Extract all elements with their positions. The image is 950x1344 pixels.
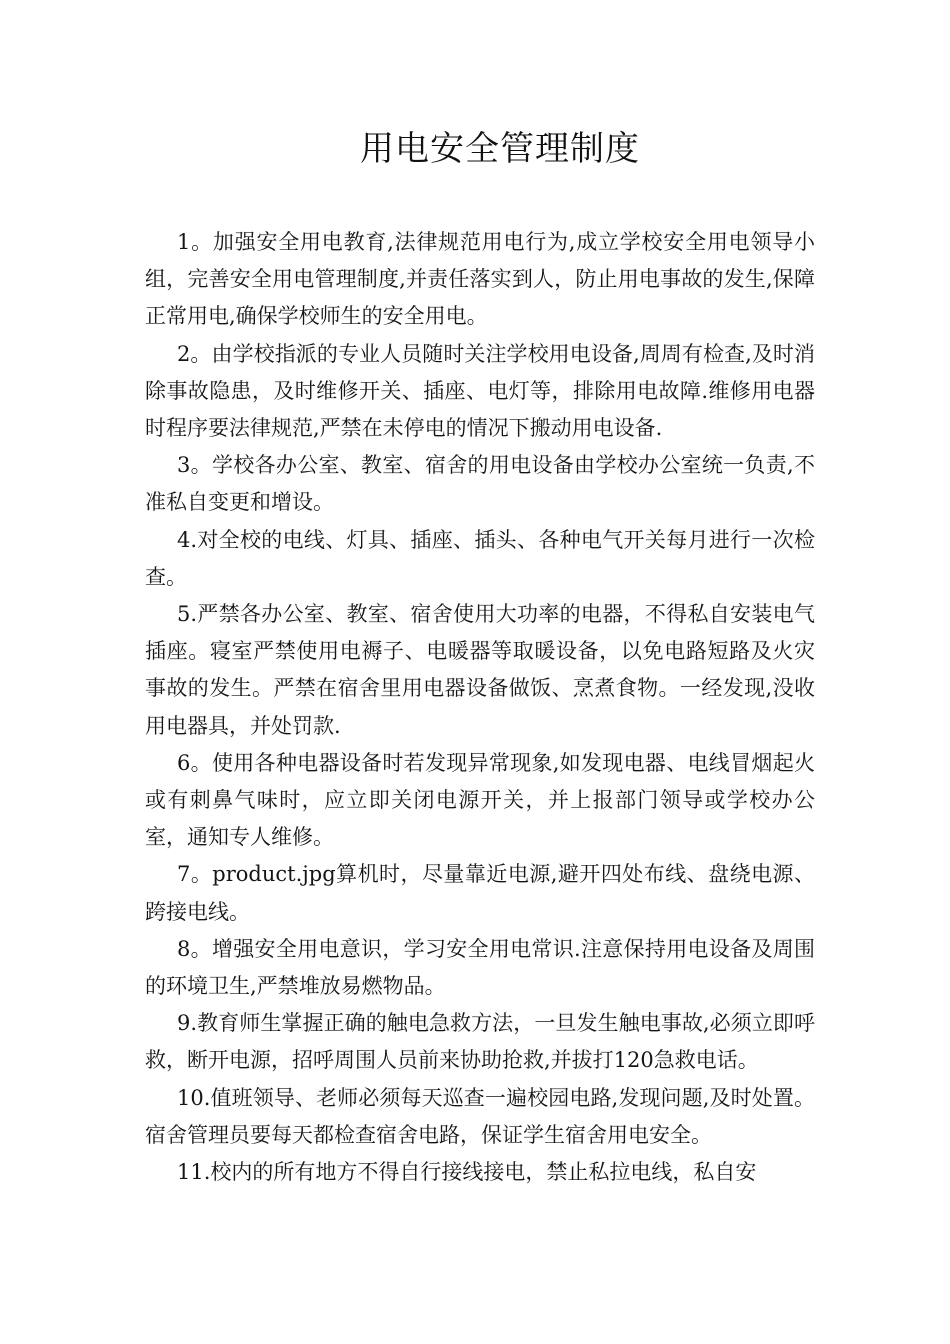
paragraph-7: 7。product.jpg算机时，尽量靠近电源,避开四处布线、盘绕电源、跨接电线。 <box>145 862 815 924</box>
document-body <box>145 224 815 1191</box>
paragraph-1: 1。加强安全用电教育,法律规范用电行为,成立学校安全用电领导小组，完善安全用电管理制度,并责任落实到人，防止用电事故的发生,保障正常用电,确保学校师生的安全用电。 <box>145 230 815 329</box>
document-title: 用电安全管理制度 <box>360 129 640 169</box>
paragraph-9: 9.教育师生掌握正确的触电急救方法，一旦发生触电事故,必须立即呼救，断开电源，招呼周围人员前来协助抢救,并拔打120急救电话。 <box>145 1011 815 1073</box>
paragraph-4: 4.对全校的电线、灯具、插座、插头、各种电气开关每月进行一次检查。 <box>145 527 815 589</box>
paragraph-10: 10.值班领导、老师必须每天巡查一遍校园电路,发现问题,及时处置。宿舍管理员要每天都检查宿舍电路，保证学生宿舍用电安全。 <box>145 1085 815 1147</box>
paragraph-8: 8。增强安全用电意识，学习安全用电常识.注意保持用电设备及周围的环境卫生,严禁堆放易燃物品。 <box>145 936 815 999</box>
paragraph-2: 2。由学校指派的专业人员随时关注学校用电设备,周周有检查,及时消除事故隐患，及时维修开关、插座、电灯等，排除用电故障.维修用电器时程序要法律规范,严禁在未停电的情况下搬动用电设备. <box>145 341 815 441</box>
paragraph-6: 6。使用各种电器设备时若发现异常现象,如发现电器、电线冒烟起火或有刺鼻气味时，应立即关闭电源开关，并上报部门领导或学校办公室，通知专人维修。 <box>145 750 815 850</box>
paragraph-11: 11.校内的所有地方不得自行接线接电，禁止私拉电线，私自安 <box>177 1160 757 1185</box>
paragraph-3: 3。学校各办公室、教室、宿舍的用电设备由学校办公室统一负责,不准私自变更和增设。 <box>145 453 815 515</box>
paragraph-5: 5.严禁各办公室、教室、宿舍使用大功率的电器，不得私自安装电气插座。寝室严禁使用电褥子、电暖器等取暖设备，以免电路短路及火灾事故的发生。严禁在宿舍里用电器设备做饭、烹煮食物。一经发现,没收用电器具，并处罚款. <box>145 602 815 738</box>
